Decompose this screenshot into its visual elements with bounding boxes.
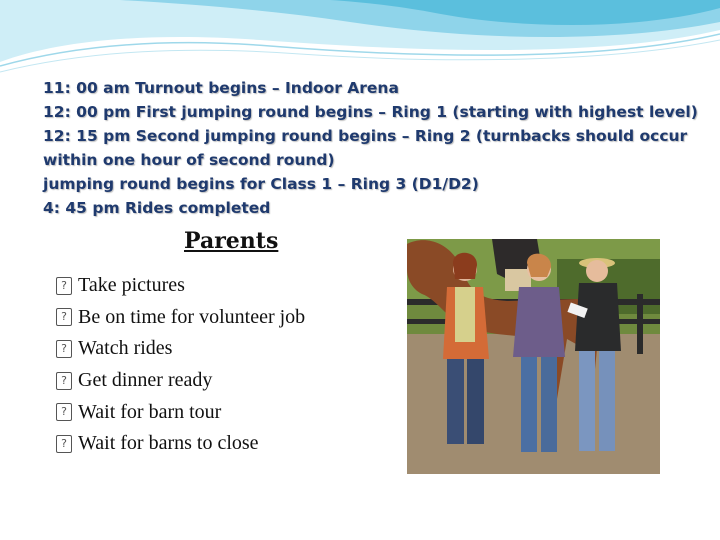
bullet-icon: ? (56, 277, 72, 295)
list-item (56, 396, 305, 428)
photo-people-with-horse (407, 239, 660, 474)
list-item (56, 365, 305, 397)
parents-heading: Parents (184, 228, 279, 254)
list-item (56, 302, 305, 334)
schedule-line: within one hour of second round) (43, 151, 335, 169)
bullet-icon: ? (56, 403, 72, 421)
schedule-line: 11: 00 am Turnout begins – Indoor Arena (43, 79, 399, 97)
list-item-label: Wait for barn tour (78, 400, 222, 423)
list-item-label: Be on time for volunteer job (78, 305, 306, 328)
bullet-icon: ? (56, 340, 72, 358)
list-item (56, 270, 305, 302)
parents-list (56, 270, 305, 460)
list-item-label: Get dinner ready (78, 369, 213, 392)
list-item (56, 428, 305, 460)
list-item-label: Wait for barns to close (78, 432, 259, 455)
list-item-label: Watch rides (78, 337, 173, 360)
list-item-label: Take pictures (78, 274, 185, 297)
bullet-icon: ? (56, 308, 72, 326)
list-item (56, 333, 305, 365)
schedule-line: jumping round begins for Class 1 – Ring 3 (D1/D2) (43, 175, 479, 193)
schedule-line: 12: 00 pm First jumping round begins – Ring 1 (starting with highest level) (43, 103, 698, 121)
bullet-icon: ? (56, 372, 72, 390)
schedule-line: 12: 15 pm Second jumping round begins – Ring 2 (turnbacks should occur (43, 127, 688, 145)
schedule-text (43, 76, 698, 220)
bullet-icon: ? (56, 435, 72, 453)
schedule-line: 4: 45 pm Rides completed (43, 199, 271, 217)
